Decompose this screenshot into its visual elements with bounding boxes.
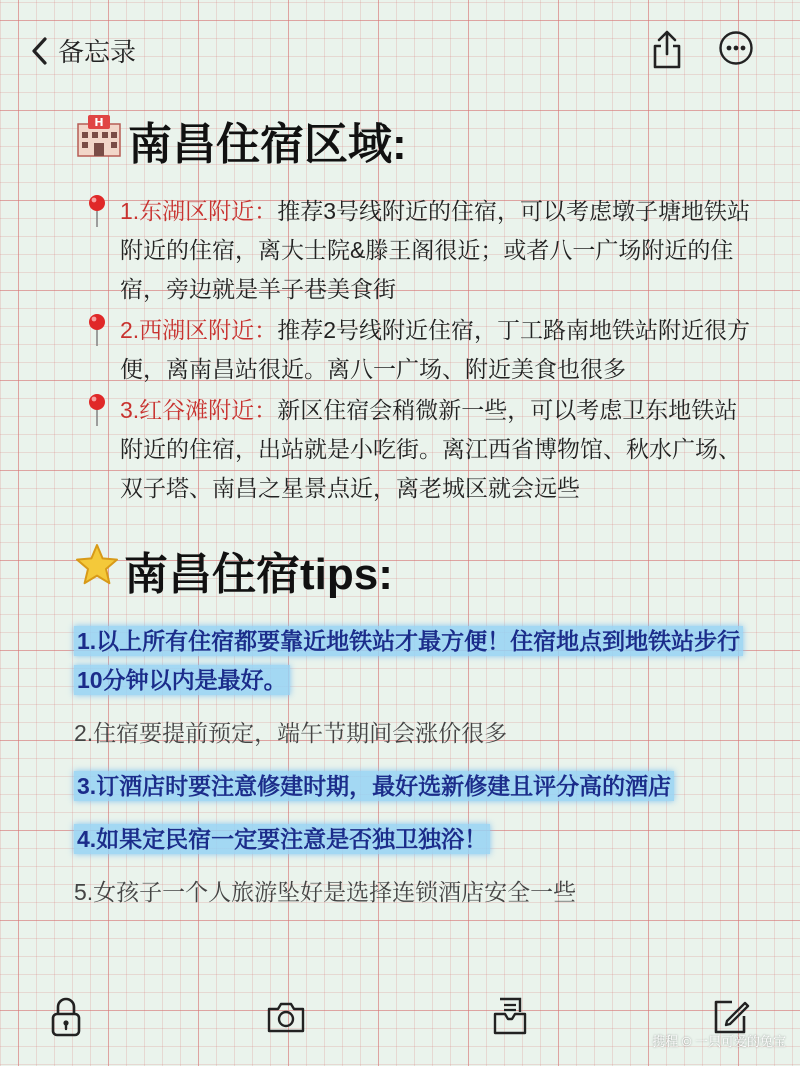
star-icon: [74, 542, 120, 599]
tips-list: [74, 622, 754, 912]
list-item: [74, 311, 754, 389]
pushpin-icon: [86, 393, 108, 439]
tip-text: 1.以上所有住宿都要靠近地铁站才最方便！住宿地点到地铁站步行10分钟以内是最好。: [74, 626, 743, 695]
top-bar: [0, 22, 800, 78]
tip-text: 3.订酒店时要注意修建时期，最好选新修建且评分高的酒店: [74, 771, 674, 801]
note-body: [74, 108, 754, 926]
section-title: 南昌住宿tips:: [124, 550, 393, 599]
item-lead: 2.西湖区附近：: [120, 317, 278, 343]
section-heading-tips: [74, 538, 754, 602]
list-item: [74, 192, 754, 309]
tip-item: [74, 622, 754, 700]
list-item: [74, 391, 754, 508]
tip-text: 4.如果定民宿一定要注意是否独卫独浴！: [74, 824, 490, 854]
tip-text: 2.住宿要提前预定，端午节期间会涨价很多: [74, 720, 508, 746]
svg-text:H: H: [94, 115, 104, 129]
share-icon[interactable]: [650, 30, 684, 75]
more-icon[interactable]: [718, 30, 754, 75]
hotel-icon: [74, 110, 124, 171]
tip-text: 5.女孩子一个人旅游坠好是选择连锁酒店安全一些: [74, 879, 577, 905]
tip-item: [74, 820, 754, 859]
tip-item: [74, 873, 754, 912]
camera-icon[interactable]: [266, 1000, 306, 1039]
item-lead: 3.红谷滩附近：: [120, 397, 278, 423]
back-button[interactable]: [30, 32, 136, 69]
watermark: 携程 © 一只可爱的兔宝: [652, 1034, 786, 1049]
item-text: 推荐3号线附近的住宿，可以考虑墩子塘地铁站附近的住宿，离大士院&滕王阁很近；或者八一广场附近的住宿，旁边就是羊子巷美食街: [120, 198, 750, 302]
lock-icon[interactable]: [50, 996, 82, 1043]
item-text: 推荐2号线附近住宿，丁工路南地铁站附近很方便，离南昌站很近。离八一广场、附近美食也很多: [120, 317, 750, 382]
tip-item: [74, 767, 754, 806]
item-text: 新区住宿会稍微新一些，可以考虑卫东地铁站附近的住宿，出站就是小吃街。离江西省博物馆、秋水广场、双子塔、南昌之星景点近，离老城区就会远些: [120, 397, 741, 501]
area-list: [74, 192, 754, 508]
section-title: 南昌住宿区域:: [128, 120, 407, 169]
item-lead: 1.东湖区附近：: [120, 198, 278, 224]
section-heading-areas: [74, 108, 754, 172]
pushpin-icon: [86, 194, 108, 240]
chevron-left-icon: [30, 36, 48, 66]
back-label: 备忘录: [58, 37, 137, 67]
tip-item: [74, 714, 754, 753]
pushpin-icon: [86, 313, 108, 359]
inbox-icon[interactable]: [492, 996, 528, 1041]
